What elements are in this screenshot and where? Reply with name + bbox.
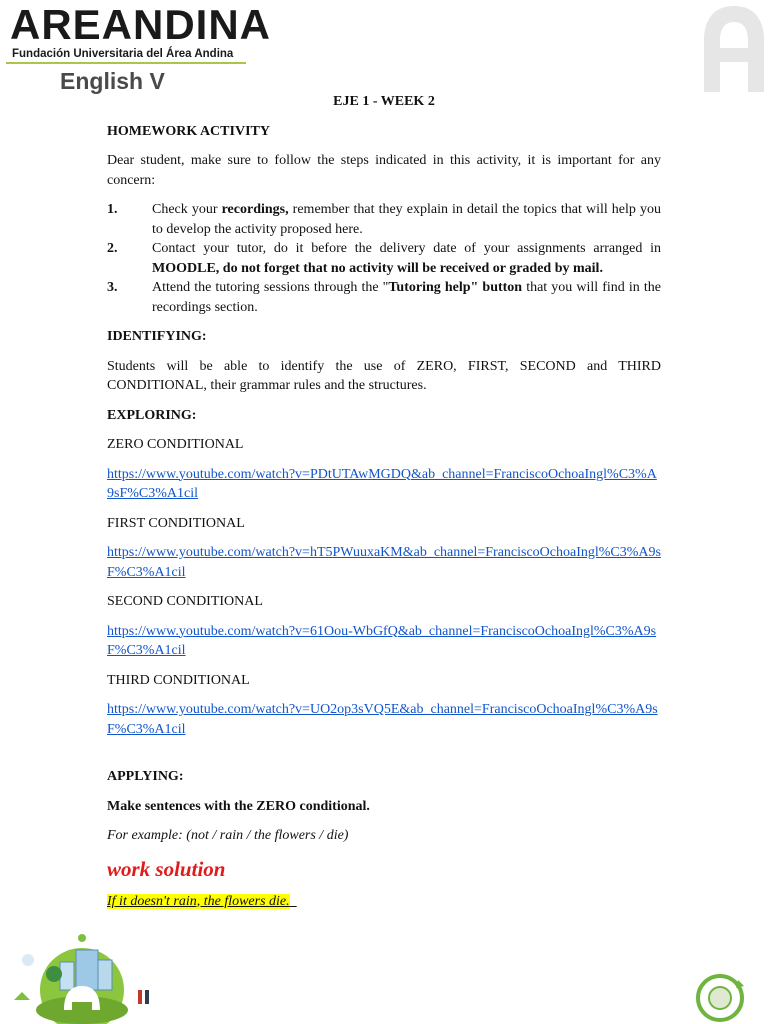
resource-label-first: FIRST CONDITIONAL xyxy=(107,515,245,531)
resource-label-third: THIRD CONDITIONAL xyxy=(107,672,250,688)
brand-logo-wordmark: AREANDINA xyxy=(10,1,271,48)
step-text-part: remember that they explain in detail the topics that will help you to develop the activity proposed here. xyxy=(152,202,661,237)
identifying-heading: IDENTIFYING: xyxy=(107,329,207,344)
applying-heading: APPLYING: xyxy=(107,769,184,784)
step-text-bold: recordings, xyxy=(221,202,289,217)
identifying-paragraph: Students will be able to identify the use of ZERO, FIRST, SECOND and THIRD CONDITIONAL, their grammar rules and the structures. xyxy=(107,358,661,393)
step-text xyxy=(152,239,661,278)
step-text-part: Attend the tutoring sessions through the " xyxy=(152,280,389,295)
document-title: EJE 1 - WEEK 2 xyxy=(333,94,435,109)
resource-label-second: SECOND CONDITIONAL xyxy=(107,594,263,609)
step-number: 1. xyxy=(107,202,118,217)
solution-answer-line xyxy=(107,892,661,912)
brand-underline xyxy=(6,62,246,64)
answer-underline-trail xyxy=(290,894,297,909)
resource-link-zero[interactable]: https://www.youtube.com/watch?v=PDtUTAwMGDQ&ab_channel=FranciscoOchoaIngl%C3%A9sF%C3%A1cil xyxy=(107,466,657,501)
step-text-part: Check your xyxy=(152,202,222,217)
course-title: English V xyxy=(60,68,165,94)
applying-instruction: Make sentences with the ZERO conditional. xyxy=(107,798,370,814)
spacer xyxy=(107,749,661,767)
eco-city-illustration-icon xyxy=(8,930,158,1024)
brand-watermark-icon xyxy=(700,0,768,96)
recycle-seal-icon xyxy=(690,970,750,1024)
brand-logo-subtitle: Fundación Universitaria del Área Andina xyxy=(12,48,234,60)
step-text-bold: MOODLE, do not forget that no activity will be received or graded by mail. xyxy=(152,260,603,276)
step-text-part: Contact your tutor, do it before the delivery date of your assignments arranged in xyxy=(152,241,661,256)
step-text xyxy=(152,200,661,239)
resource-link-second[interactable]: https://www.youtube.com/watch?v=61Oou-WbGfQ&ab_channel=FranciscoOchoaIngl%C3%A9sF%C3%A1cil xyxy=(107,623,657,658)
step-item xyxy=(107,239,661,278)
step-number: 2. xyxy=(107,241,118,256)
steps-list xyxy=(107,200,661,317)
step-text-part: that you will find in the recordings section. xyxy=(152,280,661,315)
intro-paragraph: Dear student, make sure to follow the steps indicated in this activity, it is important for any concern: xyxy=(107,153,661,188)
exploring-heading: EXPLORING: xyxy=(107,407,197,423)
homework-heading: HOMEWORK ACTIVITY xyxy=(107,123,270,139)
step-item xyxy=(107,278,661,317)
step-text-bold: Tutoring help" button xyxy=(388,280,523,295)
example-text: For example: (not / rain / the flowers / die) xyxy=(107,828,349,843)
resource-link-first[interactable]: https://www.youtube.com/watch?v=hT5PWuuxaKM&ab_channel=FranciscoOchoaIngl%C3%A9sF%C3%A1cil xyxy=(107,545,661,580)
document-body xyxy=(107,92,661,921)
resource-label-zero: ZERO CONDITIONAL xyxy=(107,437,244,452)
resource-link-third[interactable]: https://www.youtube.com/watch?v=UO2op3sVQ5E&ab_channel=FranciscoOchoaIngl%C3%A9sF%C3%A1cil xyxy=(107,702,658,737)
step-number: 3. xyxy=(107,280,118,295)
step-item xyxy=(107,200,661,239)
solution-answer: If it doesn't rain, the flowers die. xyxy=(107,893,290,909)
solution-label: work solution xyxy=(107,856,226,881)
step-text xyxy=(152,278,661,317)
